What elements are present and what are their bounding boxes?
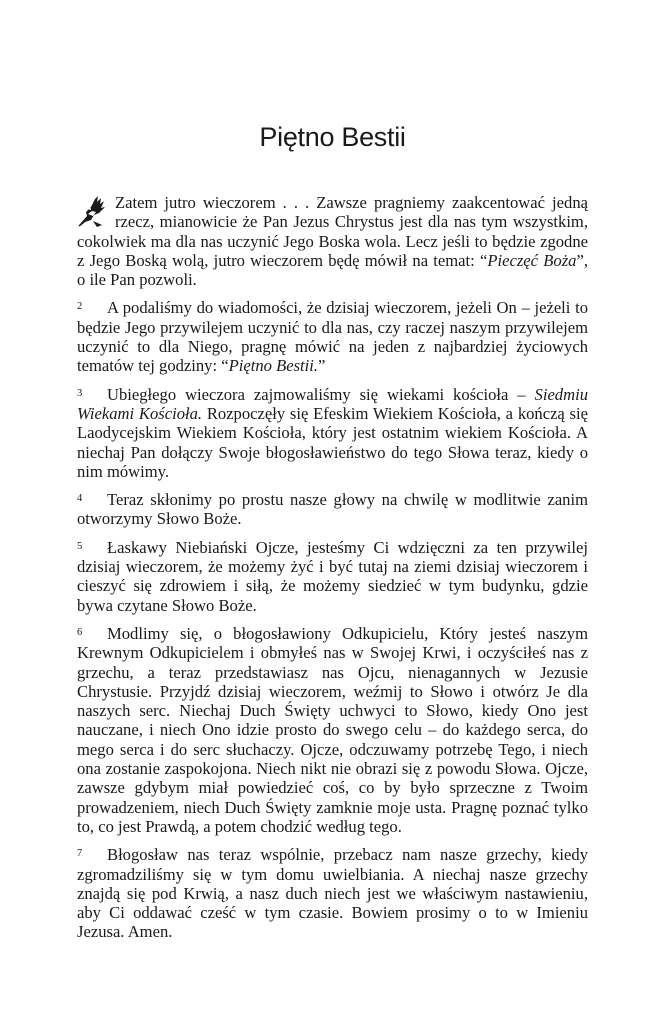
paragraph-text: Teraz skłonimy po prostu nasze głowy na chwilę w modlitwie zanim otworzymy Słowo Boże. bbox=[77, 490, 588, 529]
paragraph-text: A podaliśmy do wiadomości, że dzisiaj wieczorem, jeżeli On – jeżeli to będzie Jego przywilejem uczynić to dla nas, czy raczej naszym przywilejem uczynić to dla Niego, pragnę mówić na jeden z najbardziej życiowych tematów tej godziny: “ bbox=[77, 298, 588, 376]
eagle-quill-icon bbox=[77, 194, 107, 228]
paragraph-text-end: ”, o ile Pan pozwoli. bbox=[77, 250, 588, 290]
paragraph-text-end: ” bbox=[318, 356, 326, 376]
paragraph-text: Zatem jutro wieczorem . . . Zawsze pragniemy zaakcentować jedną rzecz, mianowicie że Pan Jezus Chrystus jest dla nas tym wszystkim, cokolwiek ma dla nas uczynić Jego Boska wola. Lecz jeśli to będzie zgodne z Jego Boską wolą, jutro wieczorem będę mówił na temat: “ bbox=[77, 193, 588, 270]
paragraph-3 bbox=[77, 384, 588, 481]
paragraph-number: 3 bbox=[77, 387, 83, 399]
paragraph-7 bbox=[77, 844, 588, 941]
paragraph-5 bbox=[77, 537, 588, 615]
paragraph-number: 6 bbox=[77, 626, 83, 638]
paragraph-italic: Piętno Bestii. bbox=[228, 356, 319, 376]
paragraph-text: Błogosław nas teraz wspólnie, przebacz nam nasze grzechy, kiedy zgromadziliśmy się w tym domu uwielbiania. A niechaj nasze grzechy znajdą się pod Krwią, a nasz duch niech jest we właściwym nastawieniu, aby Ci oddawać cześć w tym czasie. Bowiem prosimy o to w Imieniu Jezusa. Amen. bbox=[77, 845, 588, 942]
paragraph-number: 7 bbox=[77, 848, 83, 860]
paragraph-4 bbox=[77, 489, 588, 529]
paragraph-text: Łaskawy Niebiański Ojcze, jesteśmy Ci wdzięczni za ten przywilej dzisiaj wieczorem, że możemy żyć i być tutaj na ziemi dzisiaj wieczorem i cieszyć się zdrowiem i siłą, że możemy siedzieć w tym budynku, gdzie bywa czytane Słowo Boże. bbox=[77, 537, 588, 615]
sermon-body bbox=[77, 193, 588, 950]
paragraph-number: 4 bbox=[77, 493, 83, 505]
paragraph-italic: Siedmiu Wiekami Kościoła. bbox=[77, 384, 588, 423]
paragraph-text-end: Rozpoczęły się Efeskim Wiekiem Kościoła, a kończą się Laodycejskim Wiekiem Kościoła, który jest ostatnim wiekiem Kościoła. A niechaj Pan dołączy Swoje błogosławieństwo do tego Słowa teraz, kiedy o nim mówimy. bbox=[77, 403, 588, 481]
paragraph-6 bbox=[77, 623, 588, 836]
paragraph-italic: Pieczęć Boża bbox=[487, 250, 577, 270]
paragraph-text: Ubiegłego wieczora zajmowaliśmy się wiekami kościoła – bbox=[107, 384, 535, 404]
paragraph-2 bbox=[77, 297, 588, 375]
page-title: Piętno Bestii bbox=[259, 122, 406, 152]
paragraph-number: 2 bbox=[77, 301, 83, 313]
paragraph-text: Modlimy się, o błogosławiony Odkupicielu, Który jesteś naszym Krewnym Odkupicielem i obmyłeś nas w Swojej Krwi, i oczyściłeś nas z grzechu, a teraz przedstawiasz nas Ojcu, nienagannych w Jezusie Chrystusie. Przyjdź dzisiaj wieczorem, weźmij to Słowo i otwórz Je dla naszych serc. Niechaj Duch Święty uchwyci to Słowo, kiedy Ono jest nauczane, i niech Ono idzie prosto do swego celu – do każdego serca, do mego serca i do serc słuchaczy. Ojcze, odczuwamy potrzebę Tego, i niech ona zostanie zaspokojona. Niech nikt nie obrazi się z powodu Słowa. Ojcze, zawsze gdybym miał powiedzieć coś, co by było sprzeczne z Twoim prowadzeniem, niech Duch Święty zamknie moje usta. Pragnę poznać tylko to, co jest Prawdą, a potem chodzić według tego. bbox=[77, 623, 588, 836]
paragraph-1 bbox=[77, 193, 588, 289]
paragraph-number: 5 bbox=[77, 540, 83, 552]
